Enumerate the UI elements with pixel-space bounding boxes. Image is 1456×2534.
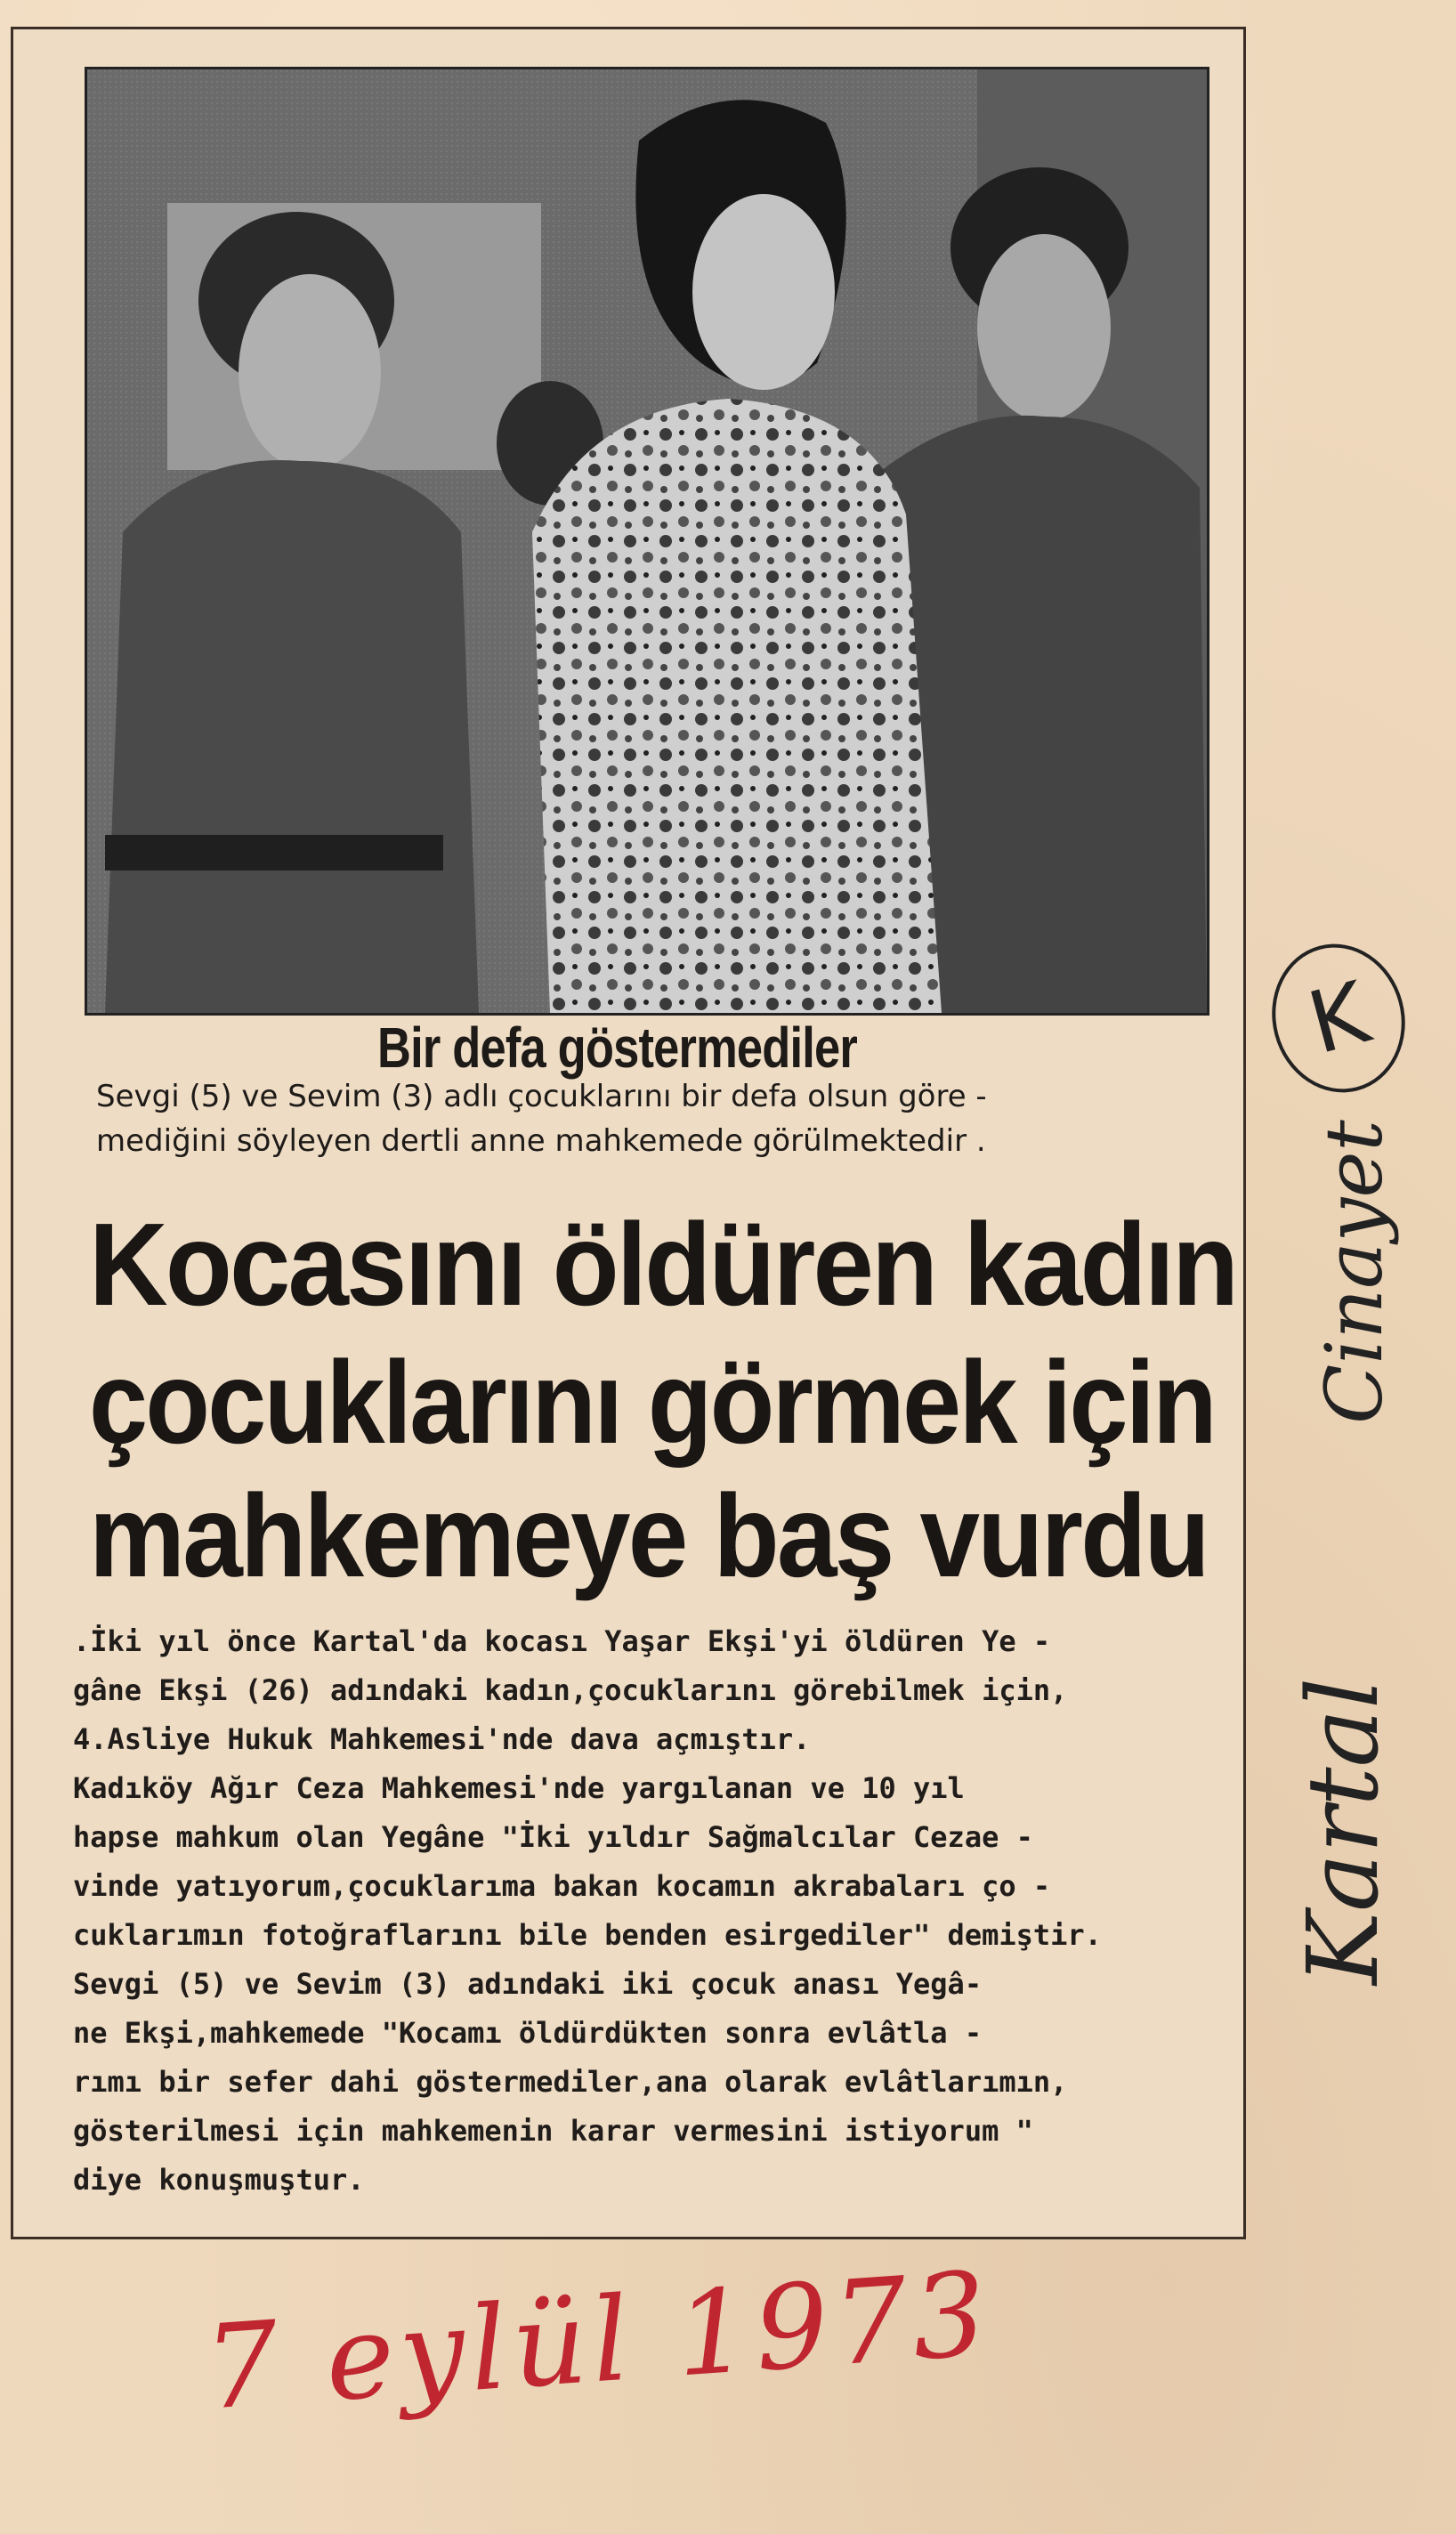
circled-letter-text: K: [1298, 962, 1379, 1074]
news-photo: [85, 67, 1209, 1016]
article-body-line: vinde yatıyorum,çocuklarıma bakan kocamın akrabaları ço -: [73, 1869, 1051, 1903]
article-body-line: ne Ekşi,mahkemede "Kocamı öldürdükten sonra evlâtla -: [73, 2016, 983, 2050]
article-body-line: diye konuşmuştur.: [73, 2163, 365, 2197]
article-body-line: .İki yıl önce Kartal'da kocası Yaşar Ekşi'yi öldüren Ye -: [73, 1624, 1051, 1658]
article-body-line: Kadıköy Ağır Ceza Mahkemesi'nde yargılanan ve 10 yıl: [73, 1771, 965, 1805]
photo-caption-title: Bir defa göstermediler: [377, 1016, 858, 1080]
article-body-line: 4.Asliye Hukuk Mahkemesi'nde dava açmıştır.: [73, 1722, 811, 1756]
handwritten-margin-note: Cinayet: [1308, 1120, 1400, 1424]
photo-caption-line: Sevgi (5) ve Sevim (3) adlı çocuklarını bir defa olsun göre -: [96, 1079, 987, 1114]
article-body-line: hapse mahkum olan Yegâne "İki yıldır Sağmalcılar Cezae -: [73, 1820, 1033, 1854]
article-body-line: cuklarımın fotoğraflarını bile benden esirgediler" demiştir.: [73, 1918, 1102, 1952]
headline-line: mahkemeye baş vurdu: [89, 1470, 1209, 1601]
article-body-line: gösterilmesi için mahkemenin karar vermesini istiyorum ": [73, 2114, 1033, 2148]
handwritten-date: 7 eylül 1973: [200, 2246, 996, 2436]
headline-line: Kocasını öldüren kadın: [89, 1199, 1237, 1330]
handwritten-margin-note: Kartal: [1286, 1677, 1400, 1985]
article-body-line: gâne Ekşi (26) adındaki kadın,çocuklarını görebilmek için,: [73, 1673, 1068, 1707]
headline-line: çocuklarını görmek için: [89, 1337, 1215, 1468]
photo-illustration: [87, 69, 1207, 1013]
article-body-line: Sevgi (5) ve Sevim (3) adındaki iki çocuk anası Yegâ-: [73, 1967, 983, 2001]
photo-caption-line: mediğini söyleyen dertli anne mahkemede görülmektedir .: [96, 1123, 986, 1159]
article-body-line: rımı bir sefer dahi göstermediler,ana olarak evlâtlarımın,: [73, 2065, 1068, 2099]
